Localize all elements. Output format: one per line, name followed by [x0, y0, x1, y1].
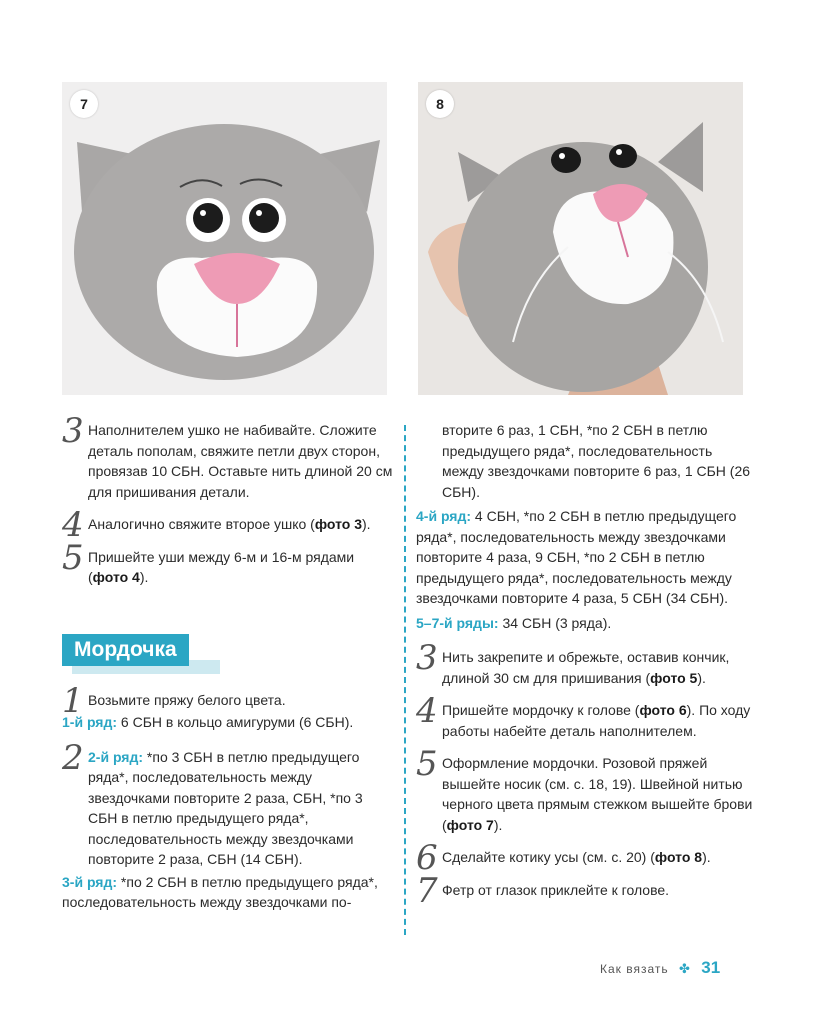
step — [62, 537, 394, 588]
step-text: Нить закрепите и обрежьте, оставив кончик, длиной 30 см для пришивания (фото 5). — [442, 649, 730, 686]
photo-number: 8 — [426, 90, 454, 118]
step-number: 7 — [416, 870, 438, 911]
right-column — [416, 420, 756, 912]
step-text: Наполнителем ушко не набивайте. Сложите деталь пополам, свяжите петли двух сторон, провязав 10 СБН. Оставьте нить длиной 20 см для пришивания детали. — [88, 422, 393, 500]
photo-reference: фото 5 — [650, 669, 698, 686]
step-number: 6 — [416, 838, 438, 878]
row-instruction: 1-й ряд: 6 СБН в кольцо амигуруми (6 СБН). — [62, 714, 354, 730]
step — [62, 411, 394, 502]
row-instruction: 3-й ряд: *по 2 СБН в петлю предыдущего ряда*, последовательность между звездочками по- — [62, 873, 378, 910]
step-number: 5 — [416, 744, 438, 784]
step-text: 2-й ряд: *по 3 СБН в петлю предыдущего ряда*, последовательность между звездочками повторите 2 раза, СБН, *по 3 СБН в петлю предыдущего ряда*, последовательность между звездочками повторите 2 раза, СБН (14 СБН). — [88, 748, 363, 867]
clover-icon: ✤ — [679, 961, 691, 976]
step-number: 4 — [416, 691, 438, 731]
step — [62, 680, 394, 721]
section-title: Мордочка — [62, 634, 189, 666]
step-text: Оформление мордочки. Розовой пряжей вышейте носик (см. с. 18, 19). Швейной нитью черного цвета прямым стежком вышейте брови (фото 7). — [442, 755, 753, 833]
step — [416, 744, 756, 835]
step-text: Пришейте уши между 6-м и 16-м рядами (фото 4). — [88, 548, 355, 585]
step — [416, 870, 756, 911]
photo-8 — [418, 82, 743, 395]
row-label: 5–7-й ряды: — [416, 614, 499, 631]
footer-section: Как вязать — [600, 962, 669, 976]
photo-reference: фото 3 — [314, 516, 363, 532]
step-number: 3 — [62, 411, 84, 451]
cat-head-side-image — [418, 82, 743, 395]
step-number: 5 — [62, 537, 84, 578]
cat-head-front-image — [62, 82, 387, 395]
step — [62, 737, 394, 870]
row-continuation: вторите 6 раз, 1 СБН, *по 2 СБН в петлю предыдущего ряда*, последовательность между звездочками повторите 6 раз, 1 СБН (26 СБН). — [442, 422, 751, 500]
row-instruction: 4-й ряд: 4 СБН, *по 2 СБН в петлю предыдущего ряда*, последовательность между звездочками повторите 4 раза, 9 СБН, *по 2 СБН в петлю предыдущего ряда*, последовательность между звездочками повторите 4 раза, 5 СБН (34 СБН). — [416, 508, 737, 606]
step-text: Возьмите пряжу белого цвета. — [88, 691, 286, 708]
step-number: 2 — [62, 737, 84, 778]
page-footer — [600, 958, 720, 978]
row-instruction: 5–7-й ряды: 34 СБН (3 ряда). — [416, 614, 612, 631]
row-label: 3-й ряд: — [62, 873, 118, 890]
step — [62, 505, 394, 545]
section-heading — [62, 634, 394, 666]
step-text: Фетр от глазок приклейте к голове. — [442, 881, 670, 898]
step — [416, 691, 756, 741]
row-label: 1-й ряд: — [62, 714, 118, 730]
step-text: Аналогично свяжите второе ушко (фото 3). — [88, 516, 371, 532]
photo-7 — [62, 82, 387, 395]
step-number: 4 — [62, 505, 84, 545]
row-label: 2-й ряд: — [88, 748, 144, 765]
column-divider — [404, 425, 406, 935]
photo-number: 7 — [70, 90, 98, 118]
step-number: 1 — [62, 680, 84, 721]
step — [416, 838, 756, 878]
step-text: Сделайте котику усы (см. с. 20) (фото 8). — [442, 849, 711, 865]
photo-reference: фото 4 — [92, 569, 140, 585]
step-number: 3 — [416, 638, 438, 678]
row-label: 4-й ряд: — [416, 508, 472, 524]
page-number: 31 — [701, 958, 721, 977]
photo-reference: фото 7 — [446, 816, 494, 833]
photo-reference: фото 8 — [654, 849, 703, 865]
photo-reference: фото 6 — [639, 702, 687, 718]
step — [416, 638, 756, 688]
step-text: Пришейте мордочку к голове (фото 6). По ходу работы набейте деталь наполнителем. — [442, 702, 751, 739]
left-column — [62, 411, 394, 917]
